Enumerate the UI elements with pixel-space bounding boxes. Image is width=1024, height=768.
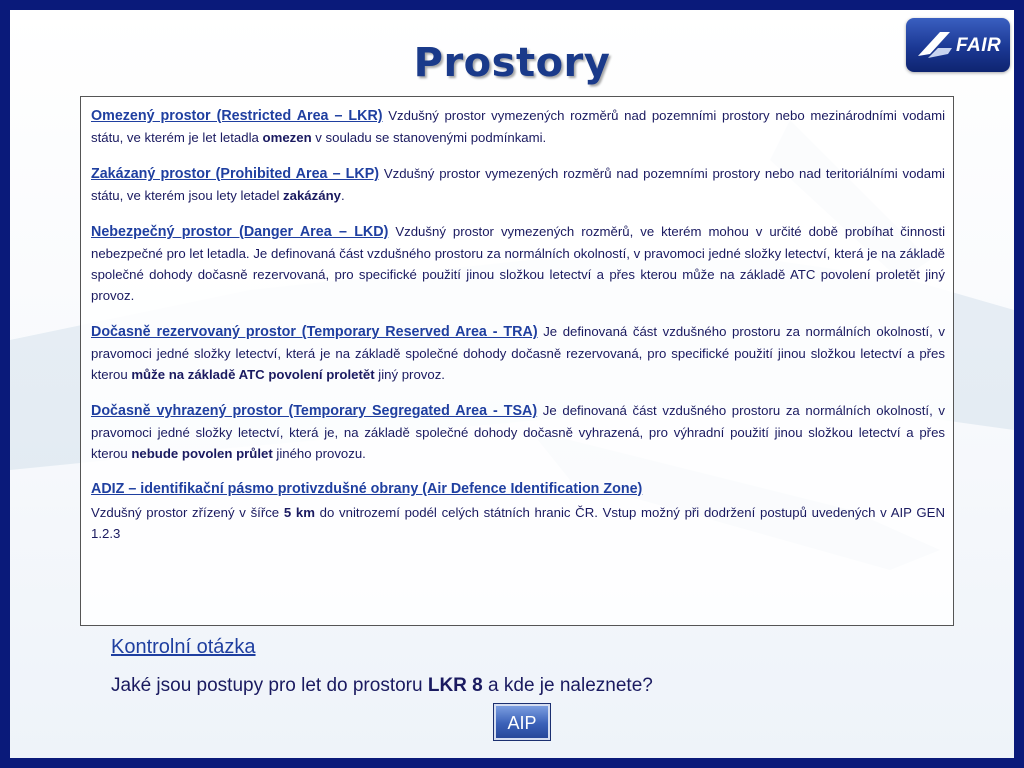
tra-text-2: jiný provoz. <box>374 367 445 382</box>
definitions-box <box>80 96 954 626</box>
tra-definition <box>91 321 945 385</box>
question-text <box>111 675 653 697</box>
lkp-text-1: Vzdušný prostor vymezených rozměrů nad pozemními prostory nebo nad teritoriálními vodami státu, ve kterém jsou lety letadel <box>91 166 945 203</box>
logo-text: FAIR <box>956 35 1002 56</box>
adiz-text-2: do vnitrozemí podél celých státních hranic ČR. Vstup možný při dodržení postupů uvedených v AIP GEN 1.2.3 <box>91 505 945 541</box>
lkr-text-2: v souladu se stanovenými podmínkami. <box>311 130 547 145</box>
lkp-definition <box>91 163 945 206</box>
question-text-2: a kde je naleznete? <box>482 675 653 696</box>
lkp-text-2: . <box>340 188 345 203</box>
slide <box>10 10 1014 758</box>
question-bold: LKR 8 <box>427 675 483 696</box>
question-title: Kontrolní otázka <box>111 636 256 658</box>
lkr-term: Omezený prostor (Restricted Area – LKR) <box>91 108 383 124</box>
lkp-bold: zakázány <box>283 188 341 203</box>
lkr-bold: omezen <box>262 130 312 145</box>
lkp-term: Zakázaný prostor (Prohibited Area – LKP) <box>91 166 380 182</box>
lkr-text-1: Vzdušný prostor vymezených rozměrů nad pozemními prostory nebo mezinárodními vodami státu, ve kterém je let letadla <box>91 108 945 145</box>
tra-bold: může na základě ATC povolení proletět <box>131 367 375 382</box>
tsa-text-1: Je definovaná část vzdušného prostoru za normálních okolností, v pravomoci jedné složky letectví, která je, na základě společné dohody dočasně vyhrazená, pro výhradní použití jinou složkou letectví a přes kterou <box>91 403 945 461</box>
adiz-definition <box>91 502 945 544</box>
lkd-definition <box>91 221 945 306</box>
tsa-term: Dočasně vyhrazený prostor (Temporary Segregated Area - TSA) <box>91 403 538 419</box>
slide-title: Prostory <box>413 40 611 86</box>
tsa-text-2: jiného provozu. <box>272 446 366 461</box>
lkd-term: Nebezpečný prostor (Danger Area – LKD) <box>91 224 389 240</box>
adiz-text-1: Vzdušný prostor zřízený v šířce <box>91 505 284 520</box>
tsa-definition <box>91 400 945 464</box>
tra-text-1: Je definovaná část vzdušného prostoru za normálních okolností, v pravomoci jedné složky letectví, která je na základě společné dohody dočasně rezervovaná, pro specifické použití jinou složkou letectví a přes kterou <box>91 324 946 382</box>
question-text-1: Jaké jsou postupy pro let do prostoru <box>111 675 428 696</box>
tsa-bold: nebude povolen průlet <box>131 446 273 461</box>
tra-term: Dočasně rezervovaný prostor (Temporary Reserved Area - TRA) <box>91 324 538 340</box>
adiz-bold: 5 km <box>283 505 315 520</box>
adiz-title: ADIZ – identifikační pásmo protivzdušné obrany (Air Defence Identification Zone) <box>91 481 643 497</box>
lkd-text-1: Vzdušný prostor vymezených rozměrů, ve kterém mohou v určité době probíhat činnosti nebezpečné pro let letadla. Je definovaná část vzdušného prostoru za normálních okolností, v pravomoci jedné složky letectví, která je na základě společné dohody dočasně rezervovaná, pro specifické použití jinou složkou letectví a přes kterou může na základě ATC povolení proletět jiný provoz. <box>91 224 946 303</box>
aip-button[interactable]: AIP <box>494 704 550 740</box>
lkr-definition <box>91 105 945 148</box>
